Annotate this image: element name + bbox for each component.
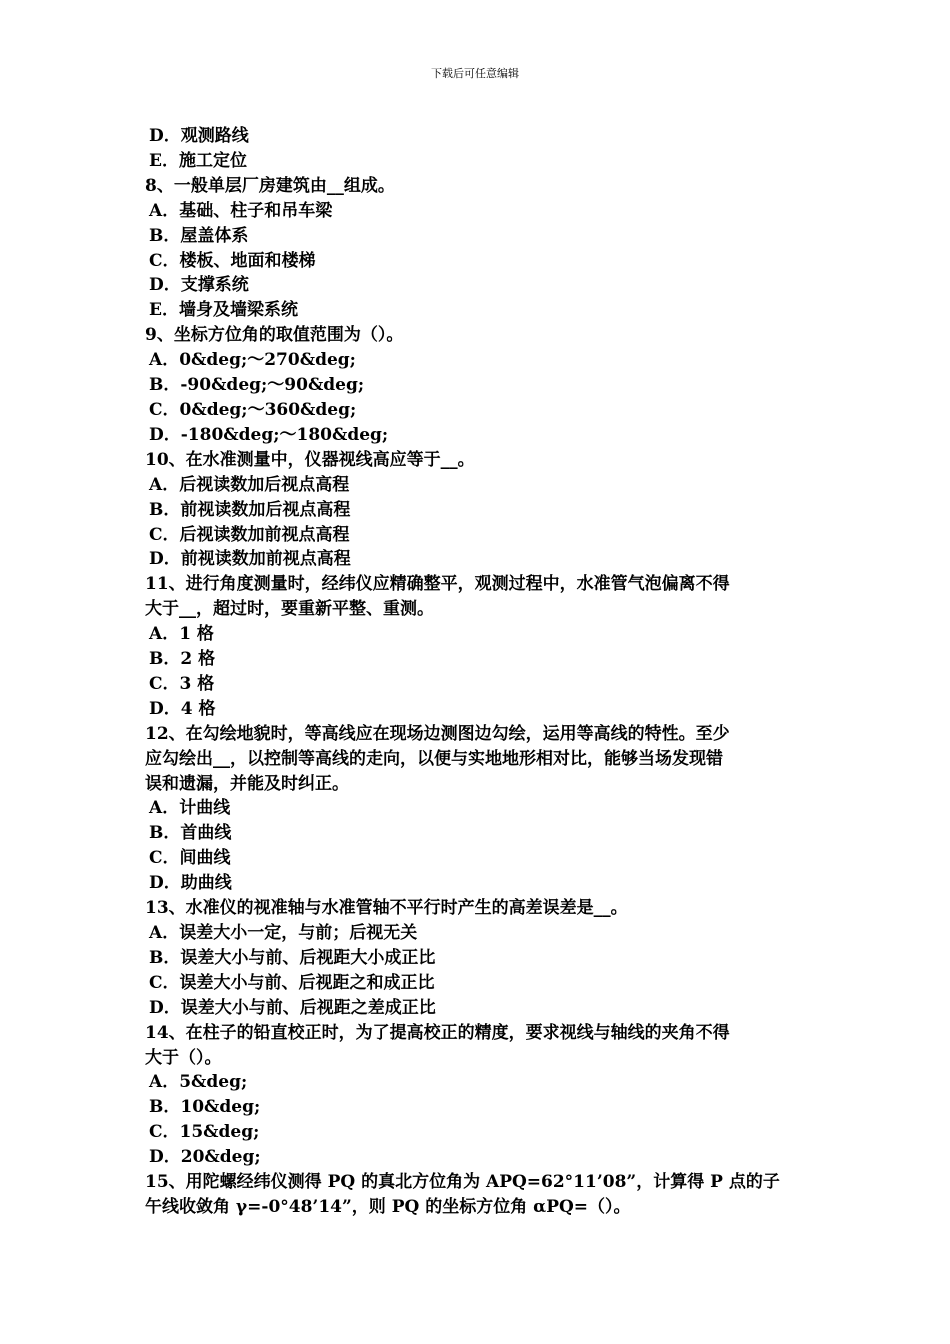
question-line: 11、进行角度测量时，经纬仪应精确整平，观测过程中，水准管气泡偏离不得 xyxy=(145,574,730,595)
option-line: B．-90&deg;～90&deg; xyxy=(149,375,365,396)
option-line: A．5&deg; xyxy=(149,1072,248,1093)
question-line: 15、用陀螺经纬仪测得 PQ 的真北方位角为 APQ=62°11’08”，计算得 P 点的子 xyxy=(145,1172,780,1193)
option-line: D．-180&deg;～180&deg; xyxy=(149,424,389,445)
option-line: D．支撑系统 xyxy=(149,275,249,296)
option-line: B．2 格 xyxy=(149,649,216,670)
option-line: C．误差大小与前、后视距之和成正比 xyxy=(149,972,435,993)
option-line: E．施工定位 xyxy=(149,150,247,171)
option-line: B．误差大小与前、后视距大小成正比 xyxy=(149,947,436,968)
option-line: C．15&deg; xyxy=(149,1122,260,1143)
option-line: D．观测路线 xyxy=(149,126,249,146)
option-line: C．间曲线 xyxy=(149,848,231,869)
option-line: A．误差大小一定，与前；后视无关 xyxy=(149,923,418,943)
question-line: 13、水准仪的视准轴与水准管轴不平行时产生的高差误差是__。 xyxy=(145,898,628,919)
option-line: A．后视读数加后视点高程 xyxy=(149,474,350,495)
option-line: A．0&deg;～270&deg; xyxy=(149,350,356,371)
option-line: E．墙身及墙梁系统 xyxy=(149,300,298,321)
option-line: C．0&deg;～360&deg; xyxy=(149,399,357,420)
question-line: 9、坐标方位角的取值范围为（）。 xyxy=(145,325,404,346)
option-line: A．计曲线 xyxy=(149,798,231,819)
question-line: 误和遗漏，并能及时纠正。 xyxy=(145,773,349,794)
option-line: D．前视读数加前视点高程 xyxy=(149,549,351,570)
question-line: 8、一般单层厂房建筑由__组成。 xyxy=(145,175,395,196)
question-line: 14、在柱子的铅直校正时，为了提高校正的精度，要求视线与轴线的夹角不得 xyxy=(145,1022,730,1043)
question-line: 大于__，超过时，要重新平整、重测。 xyxy=(145,599,434,620)
option-line: B．首曲线 xyxy=(149,823,232,844)
option-line: D．4 格 xyxy=(149,698,216,719)
question-line: 应勾绘出__，以控制等高线的走向，以便与实地地形相对比，能够当场发现错 xyxy=(145,748,723,769)
question-line: 12、在勾绘地貌时，等高线应在现场边测图边勾绘，运用等高线的特性。至少 xyxy=(145,723,730,744)
option-line: D．误差大小与前、后视距之差成正比 xyxy=(149,997,436,1018)
question-line: 10、在水准测量中，仪器视线高应等于__。 xyxy=(145,449,475,470)
question-line: 午线收敛角 γ=-0°48’14”，则 PQ 的坐标方位角 αPQ=（）。 xyxy=(145,1196,631,1217)
question-line: 大于（）。 xyxy=(145,1047,222,1068)
option-line: A．1 格 xyxy=(149,624,214,645)
option-line: C．楼板、地面和楼梯 xyxy=(149,250,316,271)
option-line: B．前视读数加后视点高程 xyxy=(149,499,351,520)
option-line: D．助曲线 xyxy=(149,873,232,894)
option-line: B．屋盖体系 xyxy=(149,225,249,246)
option-line: B．10&deg; xyxy=(149,1097,261,1118)
option-line: C．3 格 xyxy=(149,673,215,694)
option-line: C．后视读数加前视点高程 xyxy=(149,524,350,545)
document-body xyxy=(145,124,810,1220)
option-line: A．基础、柱子和吊车梁 xyxy=(149,200,333,221)
option-line: D．20&deg; xyxy=(149,1147,261,1168)
page-header: 下载后可任意编辑 xyxy=(431,67,519,80)
